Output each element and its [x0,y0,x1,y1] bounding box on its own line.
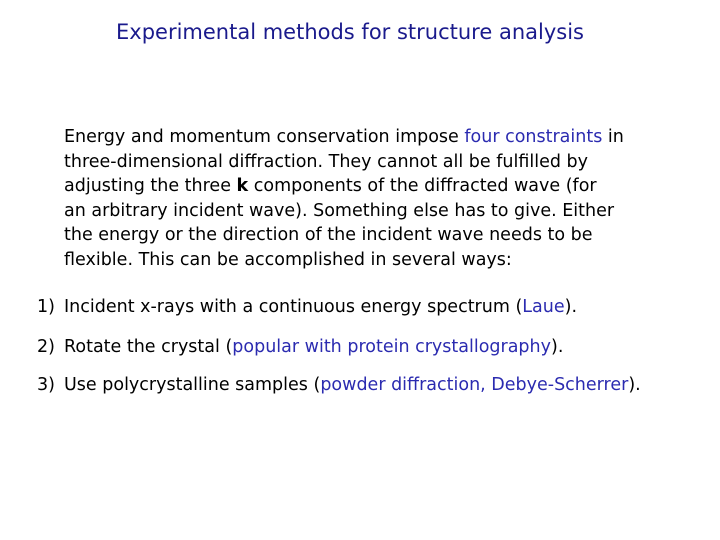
intro-line-6: flexible. This can be accomplished in several ways: [64,249,512,270]
highlight-powder-diffraction: powder diffraction, Debye-Scherrer [320,375,629,395]
page-title: Experimental methods for structure analysis [116,20,584,44]
highlight-laue: Laue [522,297,565,317]
intro-line-2: three-dimensional diffraction. They cannot all be fulfilled by [64,151,588,172]
item-number: 2) [37,337,55,357]
wavevector-k: k [236,176,249,196]
highlight-four-constraints: four constraints [464,127,603,147]
method-item-powder: 3) Use polycrystalline samples (powder diffraction, Debye-Scherrer). [37,375,641,395]
item-number: 3) [37,375,55,395]
method-item-rotating-crystal: 2) Rotate the crystal (popular with protein crystallography). [37,337,564,357]
method-item-laue: 1) Incident x-rays with a continuous energy spectrum (Laue). [37,297,578,317]
intro-paragraph [64,125,664,272]
intro-line-5: the energy or the direction of the incident wave needs to be [64,225,593,245]
item-number: 1) [37,297,55,317]
intro-line-4: an arbitrary incident wave). Something else has to give. Either [64,200,615,221]
intro-line-1: Energy and momentum conservation impose four constraints in [64,127,624,147]
intro-line-3: adjusting the three k components of the diffracted wave (for [64,176,597,196]
highlight-protein-crystallography: popular with protein crystallography [232,337,551,357]
